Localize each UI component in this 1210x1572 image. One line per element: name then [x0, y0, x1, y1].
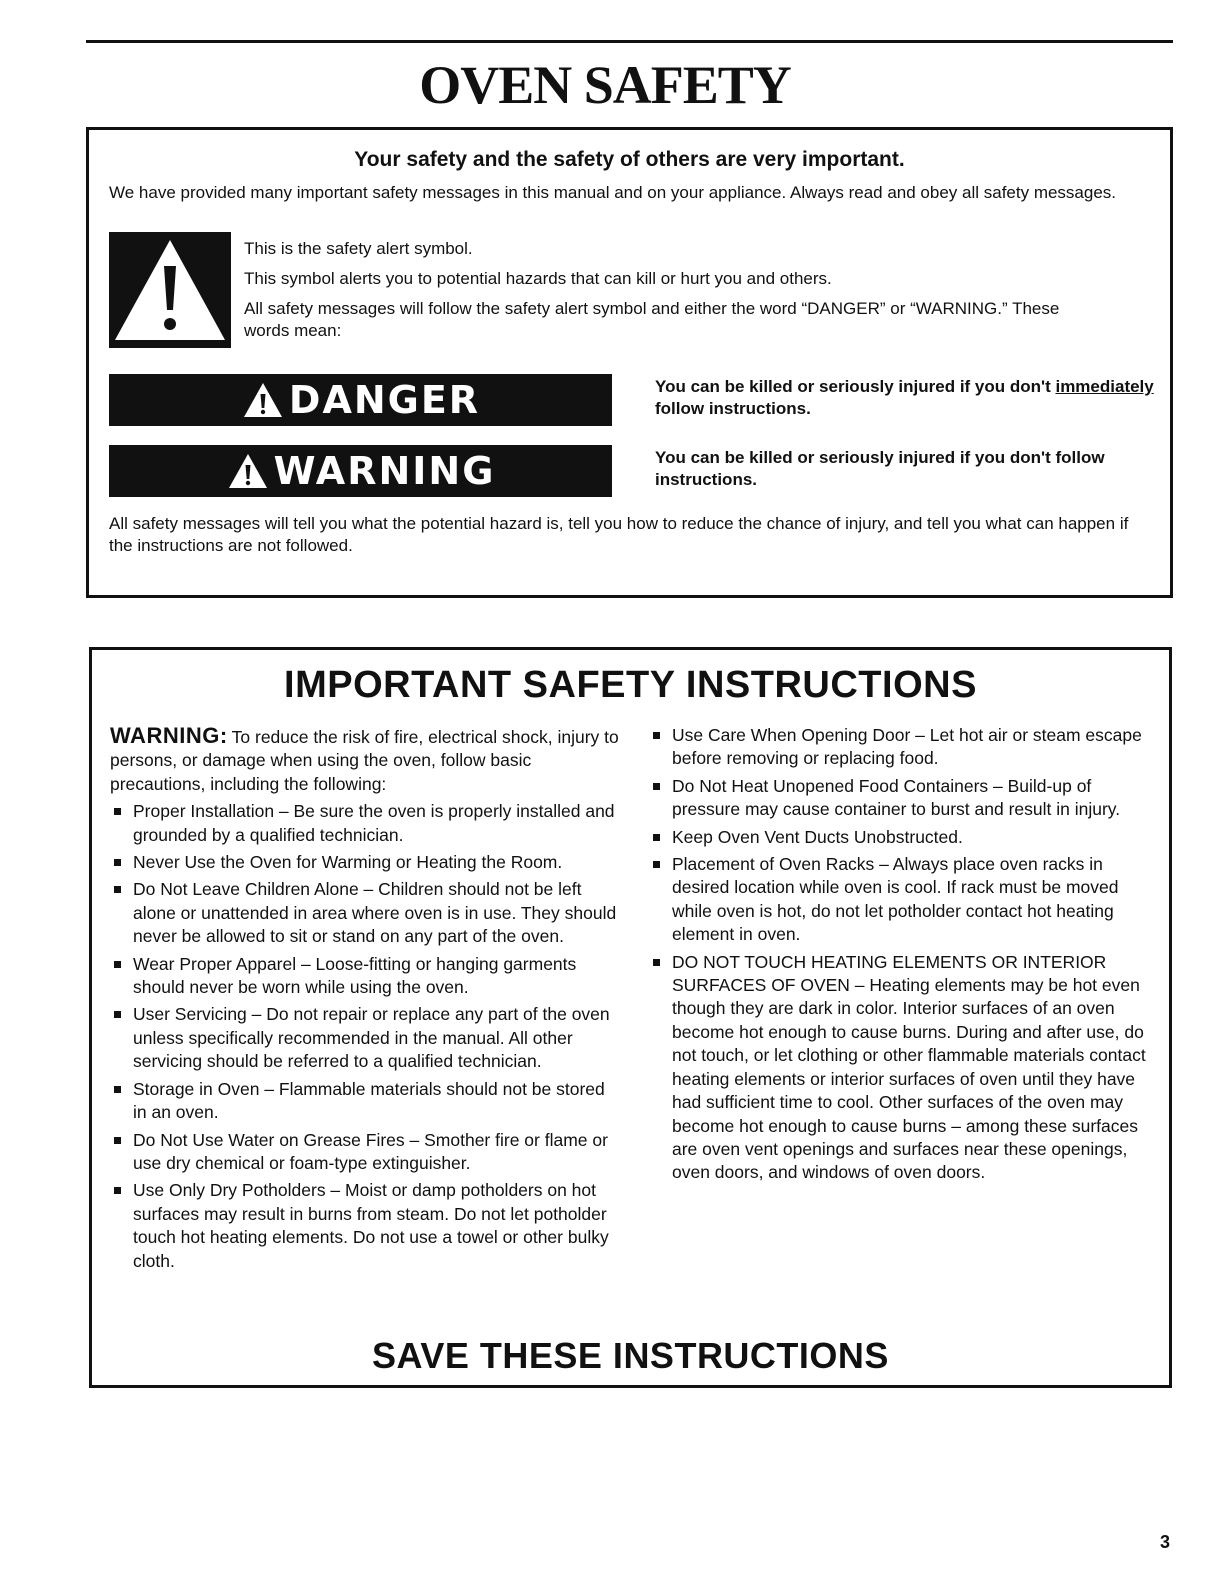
instructions-right-column [649, 724, 1149, 1185]
instruction-text: Wear Proper Apparel – Loose-fitting or hanging garments should never be worn while using the oven. [133, 953, 577, 998]
instruction-text: Use Care When Opening Door – Let hot air or steam escape before removing or replacing food. [672, 725, 1142, 769]
instruction-item [649, 951, 1149, 1185]
instruction-item [649, 775, 1149, 822]
bullet-icon [653, 959, 660, 966]
danger-desc-text-end: follow instructions. [655, 399, 811, 418]
instruction-item [110, 1078, 620, 1125]
top-rule [86, 40, 1173, 43]
instruction-item [110, 800, 620, 847]
warning-signal-bar [109, 445, 612, 497]
instruction-text: Do Not Leave Children Alone – Children should not be left alone or unattended in area where oven is in use. They should never be allowed to sit or stand on any part of the oven. [133, 879, 617, 947]
warning-intro [110, 724, 620, 796]
instruction-text: DO NOT TOUCH HEATING ELEMENTS OR INTERIOR SURFACES OF OVEN – Heating elements may be hot even though they are dark in color. Interior surfaces of an oven become hot enough to cause burns. During and after use, do not touch, or let clothing or other flammable materials contact heating elements or interior surfaces of oven until they have had sufficient time to cool. Other surfaces of the oven may become hot enough to cause burns – among these surfaces are oven vent openings and surfaces near these openings, oven doors, and windows of oven doors. [672, 951, 1146, 1183]
bullet-icon [114, 1137, 121, 1144]
safety-box-intro: We have provided many important safety messages in this manual and on your appliance. Always read and obey all safety messages. [109, 183, 1117, 202]
instruction-item [649, 826, 1149, 849]
instruction-item [649, 724, 1149, 771]
bullet-icon [114, 859, 121, 866]
bullet-icon [653, 834, 660, 841]
danger-desc-text: You can be killed or seriously injured if you don't [655, 377, 1056, 396]
warning-intro-text: To reduce the risk of fire, electrical shock, injury to persons, or damage when using the oven, follow basic precautions, including the following: [110, 727, 619, 794]
page-title: OVEN SAFETY [419, 55, 791, 115]
bullet-icon [114, 961, 121, 968]
bullet-icon [653, 732, 660, 739]
instruction-item [110, 953, 620, 1000]
instructions-heading: IMPORTANT SAFETY INSTRUCTIONS [284, 664, 977, 706]
bullet-icon [114, 808, 121, 815]
alert-line: This is the safety alert symbol. [244, 239, 473, 258]
bullet-icon [114, 886, 121, 893]
danger-alert-icon [241, 380, 285, 420]
bullet-icon [114, 1086, 121, 1093]
bullet-icon [114, 1011, 121, 1018]
bullet-icon [653, 861, 660, 868]
alert-line: All safety messages will follow the safety alert symbol and either the word “DANGER” or “WARNING.” These words mean: [244, 299, 1060, 340]
left-instruction-list [110, 800, 620, 1273]
instruction-text: Do Not Heat Unopened Food Containers – Build-up of pressure may cause container to burst and result in injury. [672, 775, 1121, 820]
save-instructions-footer: SAVE THESE INSTRUCTIONS [372, 1335, 889, 1376]
instruction-item [110, 878, 620, 948]
safety-info-box [86, 127, 1173, 598]
danger-label: DANGER [288, 378, 481, 422]
instruction-text: Placement of Oven Racks – Always place oven racks in desired location while oven is cool. If rack must be moved while oven is hot, do not let potholder contact hot heating element in oven. [672, 854, 1119, 945]
danger-description [655, 376, 1155, 420]
instruction-item [110, 1129, 620, 1176]
safety-box-footer: All safety messages will tell you what the potential hazard is, tell you how to reduce the chance of injury, and tell you what can happen if the instructions are not followed. [109, 514, 1129, 555]
instructions-left-column [110, 724, 620, 1273]
safety-alert-icon [109, 232, 231, 348]
instruction-text: Keep Oven Vent Ducts Unobstructed. [672, 826, 963, 847]
instructions-box [89, 647, 1172, 1388]
warning-description: You can be killed or seriously injured if you don't follow instructions. [655, 448, 1105, 489]
instruction-text: Do Not Use Water on Grease Fires – Smother fire or flame or use dry chemical or foam-type extinguisher. [133, 1129, 608, 1173]
bullet-icon [653, 783, 660, 790]
warning-label: WARNING [273, 449, 496, 493]
instruction-text: User Servicing – Do not repair or replace any part of the oven unless specifically recommended in the manual. All other servicing should be referred to a qualified technician. [133, 1004, 610, 1072]
instruction-item [649, 853, 1149, 947]
instruction-item [110, 1179, 620, 1273]
danger-desc-emphasis: immediately [1055, 377, 1154, 396]
instruction-text: Storage in Oven – Flammable materials should not be stored in an oven. [133, 1078, 605, 1123]
safety-box-heading: Your safety and the safety of others are very important. [354, 148, 905, 171]
alert-line: This symbol alerts you to potential hazards that can kill or hurt you and others. [244, 269, 832, 288]
instruction-item [110, 1003, 620, 1073]
warning-intro-label: WARNING: [110, 723, 228, 748]
danger-signal-bar [109, 374, 612, 426]
instruction-text: Use Only Dry Potholders – Moist or damp potholders on hot surfaces may result in burns from steam. Do not let potholder touch hot heating elements. Do not use a towel or other bulky cloth. [133, 1180, 609, 1271]
page-number: 3 [1160, 1532, 1171, 1552]
instruction-item [110, 851, 620, 874]
right-instruction-list [649, 724, 1149, 1185]
warning-alert-icon [226, 451, 270, 491]
bullet-icon [114, 1187, 121, 1194]
alert-symbol-explanation [244, 238, 1104, 350]
instruction-text: Never Use the Oven for Warming or Heating the Room. [133, 852, 563, 873]
instruction-text: Proper Installation – Be sure the oven is properly installed and grounded by a qualified technician. [133, 801, 615, 845]
